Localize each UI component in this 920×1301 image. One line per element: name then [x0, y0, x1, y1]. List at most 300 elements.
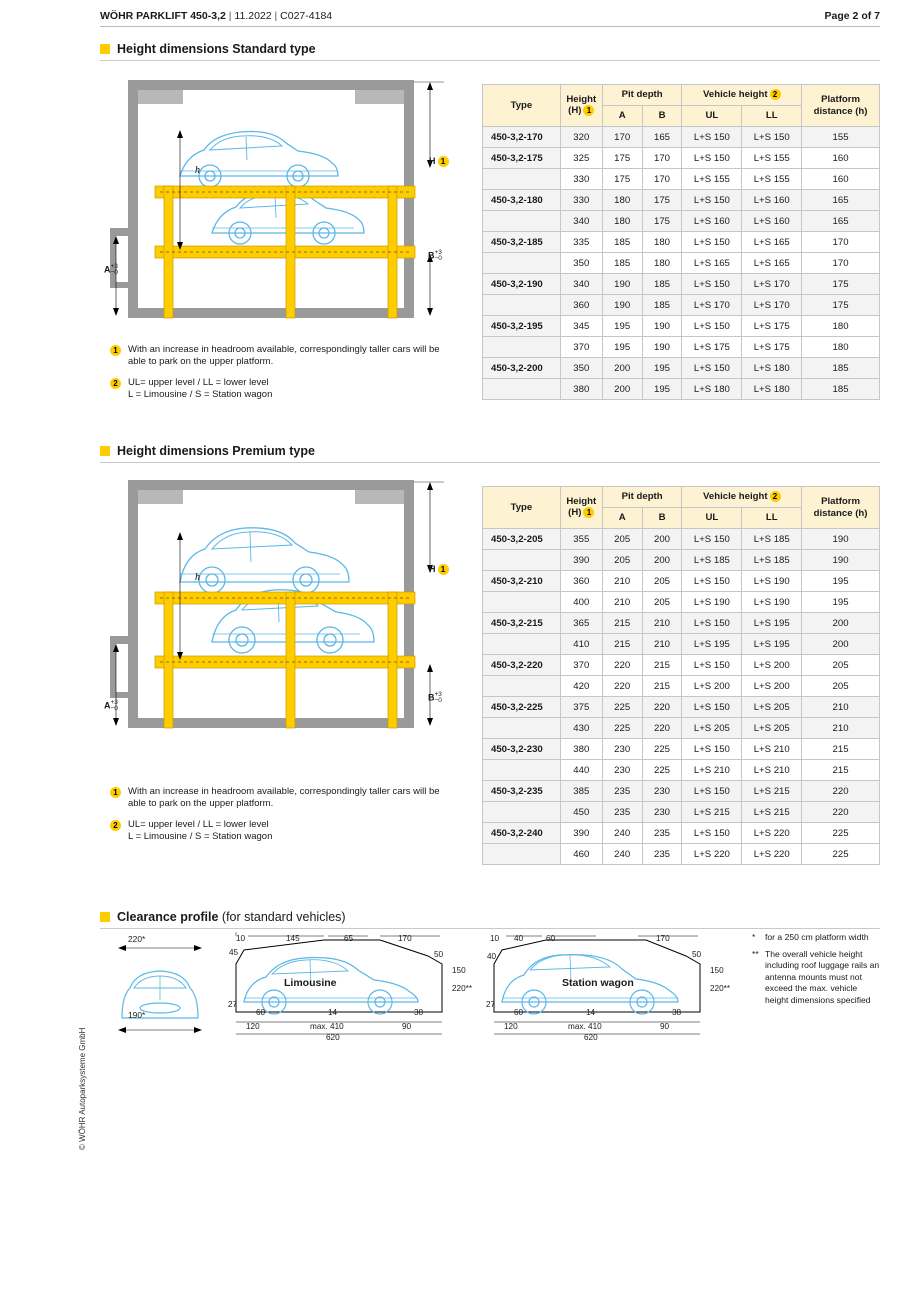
- cell-ul: L+S 170: [682, 295, 742, 316]
- svg-text:h: h: [195, 572, 200, 583]
- cell-height: 340: [560, 211, 602, 232]
- clearance-front-view: [100, 930, 220, 1050]
- cell-ul: L+S 150: [682, 781, 742, 802]
- cell-pit-a: 190: [602, 274, 642, 295]
- badge-2-icon: 2: [110, 378, 121, 389]
- cell-type: [483, 844, 561, 865]
- drawing-standard-label-A: A+3 −0: [104, 263, 118, 277]
- cell-ll: L+S 220: [742, 823, 802, 844]
- table-row: [483, 529, 880, 550]
- table-row: [483, 571, 880, 592]
- cell-pit-a: 185: [602, 253, 642, 274]
- cell-platform-distance: 225: [802, 823, 880, 844]
- footnote-1: [110, 786, 440, 810]
- cell-pit-b: 185: [642, 295, 682, 316]
- th-pit-a: A: [602, 508, 642, 529]
- cell-type: 450-3,2-220: [483, 655, 561, 676]
- cell-type: [483, 718, 561, 739]
- cell-pit-a: 185: [602, 232, 642, 253]
- sw-dim-38: 38: [672, 1008, 682, 1017]
- table-row: [483, 697, 880, 718]
- table-row: [483, 613, 880, 634]
- th-vehicle-height: Vehicle height 2: [682, 85, 802, 106]
- badge-1-icon: 1: [110, 345, 121, 356]
- cell-pit-a: 195: [602, 337, 642, 358]
- th-ul: UL: [682, 106, 742, 127]
- cell-ll: L+S 160: [742, 190, 802, 211]
- badge-2-icon: 2: [770, 89, 781, 100]
- sw-dim-620: 620: [584, 1033, 598, 1042]
- table-row: [483, 718, 880, 739]
- cell-type: [483, 550, 561, 571]
- section-title-premium-text: Height dimensions Premium type: [117, 444, 315, 458]
- table-row: [483, 127, 880, 148]
- cell-pit-a: 175: [602, 169, 642, 190]
- cell-ll: L+S 150: [742, 127, 802, 148]
- cell-pit-a: 225: [602, 697, 642, 718]
- cell-type: [483, 760, 561, 781]
- station-wagon-label: Station wagon: [562, 977, 634, 989]
- cell-pit-b: 215: [642, 676, 682, 697]
- cell-pit-a: 200: [602, 358, 642, 379]
- cell-pit-b: 175: [642, 190, 682, 211]
- cell-height: 380: [560, 739, 602, 760]
- svg-text:h: h: [195, 165, 200, 176]
- cell-ul: L+S 150: [682, 232, 742, 253]
- cell-pit-b: 195: [642, 358, 682, 379]
- bullet-square-icon: [100, 44, 110, 54]
- standard-dimensions-table: [482, 84, 880, 400]
- th-ll: LL: [742, 106, 802, 127]
- cell-type: [483, 634, 561, 655]
- sw-dim-40b: 40: [487, 952, 497, 961]
- cell-type: 450-3,2-170: [483, 127, 561, 148]
- th-type: Type: [483, 85, 561, 127]
- lim-dim-50: 50: [434, 950, 444, 959]
- front-dim-top: 220*: [128, 934, 146, 944]
- cell-platform-distance: 220: [802, 781, 880, 802]
- cell-type: [483, 379, 561, 400]
- header-sep-1: |: [228, 10, 232, 22]
- badge-1: 1: [438, 156, 449, 167]
- sw-dim-10: 10: [490, 934, 500, 943]
- footnote-1-text: With an increase in headroom available, correspondingly taller cars will be able to park on the upper platform.: [128, 344, 440, 368]
- cell-platform-distance: 185: [802, 358, 880, 379]
- table-row: [483, 316, 880, 337]
- sw-dim-120: 120: [504, 1022, 518, 1031]
- clearance-note-2: [752, 949, 882, 1007]
- cell-platform-distance: 200: [802, 634, 880, 655]
- table-row: [483, 592, 880, 613]
- cell-height: 420: [560, 676, 602, 697]
- th-vehicle-height: Vehicle height 2: [682, 487, 802, 508]
- badge-1: 1: [438, 564, 449, 575]
- clearance-note-2-mark: **: [752, 948, 759, 959]
- cell-type: 450-3,2-240: [483, 823, 561, 844]
- cell-pit-a: 180: [602, 190, 642, 211]
- lim-dim-10: 10: [236, 934, 246, 943]
- cell-height: 355: [560, 529, 602, 550]
- cell-pit-a: 180: [602, 211, 642, 232]
- cell-pit-b: 210: [642, 613, 682, 634]
- cell-ul: L+S 175: [682, 337, 742, 358]
- cell-ll: L+S 200: [742, 676, 802, 697]
- badge-1-icon: 1: [583, 105, 594, 116]
- cell-type: 450-3,2-205: [483, 529, 561, 550]
- th-pit-a: A: [602, 106, 642, 127]
- drawing-premium-type: [100, 470, 460, 750]
- cell-height: 360: [560, 571, 602, 592]
- cell-ll: L+S 195: [742, 634, 802, 655]
- badge-1-icon: 1: [583, 507, 594, 518]
- cell-ul: L+S 180: [682, 379, 742, 400]
- cell-pit-b: 175: [642, 211, 682, 232]
- table-row: [483, 169, 880, 190]
- cell-height: 360: [560, 295, 602, 316]
- cell-height: 320: [560, 127, 602, 148]
- cell-pit-b: 170: [642, 169, 682, 190]
- drawing-premium-label-H: H 1: [429, 564, 449, 575]
- cell-type: 450-3,2-185: [483, 232, 561, 253]
- sw-dim-14: 14: [586, 1008, 596, 1017]
- sw-dim-220: 220**: [710, 984, 731, 993]
- cell-ul: L+S 155: [682, 169, 742, 190]
- bullet-square-icon: [100, 446, 110, 456]
- cell-height: 330: [560, 190, 602, 211]
- lim-dim-60: 60: [256, 1008, 266, 1017]
- cell-ul: L+S 210: [682, 760, 742, 781]
- cell-pit-b: 205: [642, 571, 682, 592]
- th-platform-distance: Platform distance (h): [802, 487, 880, 529]
- cell-platform-distance: 185: [802, 379, 880, 400]
- clearance-station-wagon-view: [486, 930, 726, 1050]
- table-row: [483, 802, 880, 823]
- cell-pit-a: 230: [602, 739, 642, 760]
- lim-dim-65: 65: [344, 934, 354, 943]
- footnote-2-line1: UL= upper level / LL = lower level: [128, 819, 269, 831]
- cell-ul: L+S 205: [682, 718, 742, 739]
- table-row: [483, 358, 880, 379]
- cell-pit-a: 190: [602, 295, 642, 316]
- cell-ll: L+S 170: [742, 295, 802, 316]
- cell-pit-b: 225: [642, 739, 682, 760]
- cell-platform-distance: 190: [802, 529, 880, 550]
- cell-platform-distance: 160: [802, 148, 880, 169]
- cell-platform-distance: 195: [802, 571, 880, 592]
- cell-ll: L+S 160: [742, 211, 802, 232]
- cell-pit-b: 200: [642, 529, 682, 550]
- cell-ll: L+S 190: [742, 592, 802, 613]
- cell-pit-b: 195: [642, 379, 682, 400]
- cell-pit-b: 165: [642, 127, 682, 148]
- cell-ul: L+S 150: [682, 613, 742, 634]
- cell-ul: L+S 165: [682, 253, 742, 274]
- lim-dim-120: 120: [246, 1022, 260, 1031]
- cell-pit-a: 235: [602, 781, 642, 802]
- cell-ll: L+S 200: [742, 655, 802, 676]
- cell-ll: L+S 185: [742, 529, 802, 550]
- cell-pit-b: 230: [642, 802, 682, 823]
- th-platform-distance: Platform distance (h): [802, 85, 880, 127]
- cell-ul: L+S 150: [682, 316, 742, 337]
- cell-platform-distance: 160: [802, 169, 880, 190]
- cell-pit-a: 205: [602, 550, 642, 571]
- cell-ll: L+S 170: [742, 274, 802, 295]
- header-title-block: [100, 10, 332, 22]
- table-row: [483, 676, 880, 697]
- cell-height: 340: [560, 274, 602, 295]
- footnote-2-line1: UL= upper level / LL = lower level: [128, 377, 269, 389]
- cell-platform-distance: 195: [802, 592, 880, 613]
- th-ul: UL: [682, 508, 742, 529]
- lim-dim-38: 38: [414, 1008, 424, 1017]
- footnotes-premium: [110, 786, 440, 853]
- cell-ul: L+S 200: [682, 676, 742, 697]
- cell-ll: L+S 165: [742, 232, 802, 253]
- cell-platform-distance: 165: [802, 211, 880, 232]
- bullet-square-icon: [100, 912, 110, 922]
- cell-ul: L+S 150: [682, 697, 742, 718]
- th-pit-b: B: [642, 106, 682, 127]
- cell-pit-a: 240: [602, 823, 642, 844]
- lim-dim-220: 220**: [452, 984, 473, 993]
- lim-dim-27: 27: [228, 1000, 238, 1009]
- cell-pit-b: 185: [642, 274, 682, 295]
- cell-platform-distance: 175: [802, 295, 880, 316]
- cell-height: 385: [560, 781, 602, 802]
- cell-pit-b: 170: [642, 148, 682, 169]
- cell-pit-b: 180: [642, 253, 682, 274]
- cell-ll: L+S 215: [742, 802, 802, 823]
- cell-height: 335: [560, 232, 602, 253]
- cell-pit-a: 210: [602, 571, 642, 592]
- cell-height: 430: [560, 718, 602, 739]
- table-row: [483, 274, 880, 295]
- cell-type: [483, 592, 561, 613]
- cell-height: 375: [560, 697, 602, 718]
- lim-dim-max: max. 410: [310, 1022, 344, 1031]
- cell-pit-b: 235: [642, 844, 682, 865]
- cell-ll: L+S 175: [742, 337, 802, 358]
- cell-ul: L+S 150: [682, 148, 742, 169]
- clearance-note-1: [752, 932, 882, 944]
- cell-pit-b: 190: [642, 337, 682, 358]
- cell-ul: L+S 150: [682, 739, 742, 760]
- cell-height: 440: [560, 760, 602, 781]
- cell-platform-distance: 210: [802, 697, 880, 718]
- cell-height: 330: [560, 169, 602, 190]
- cell-pit-b: 220: [642, 718, 682, 739]
- footnote-2-line2: L = Limousine / S = Station wagon: [128, 831, 273, 843]
- sw-dim-40: 40: [514, 934, 524, 943]
- cell-ul: L+S 150: [682, 529, 742, 550]
- th-pit-depth: Pit depth: [602, 487, 682, 508]
- cell-ll: L+S 210: [742, 760, 802, 781]
- cell-type: [483, 169, 561, 190]
- lim-dim-145: 145: [286, 934, 300, 943]
- table-header-row: [483, 85, 880, 106]
- sw-dim-max: max. 410: [568, 1022, 602, 1031]
- cell-type: [483, 676, 561, 697]
- table-row: [483, 655, 880, 676]
- footnote-2: [110, 377, 440, 401]
- cell-ll: L+S 180: [742, 358, 802, 379]
- cell-height: 350: [560, 253, 602, 274]
- drawing-standard-type: [100, 68, 460, 343]
- limousine-label: Limousine: [284, 977, 337, 989]
- cell-pit-a: 215: [602, 634, 642, 655]
- cell-pit-a: 230: [602, 760, 642, 781]
- header-title: WÖHR PARKLIFT 450-3,2: [100, 10, 226, 22]
- th-ll: LL: [742, 508, 802, 529]
- premium-dimensions-table: [482, 486, 880, 865]
- cell-ll: L+S 165: [742, 253, 802, 274]
- cell-platform-distance: 180: [802, 337, 880, 358]
- sw-dim-60: 60: [546, 934, 556, 943]
- cell-height: 400: [560, 592, 602, 613]
- sw-dim-60b: 60: [514, 1008, 524, 1017]
- cell-platform-distance: 220: [802, 802, 880, 823]
- cell-type: [483, 295, 561, 316]
- th-type: Type: [483, 487, 561, 529]
- table-row: [483, 379, 880, 400]
- cell-type: 450-3,2-210: [483, 571, 561, 592]
- sw-dim-50: 50: [692, 950, 702, 959]
- table-row: [483, 760, 880, 781]
- lim-dim-150: 150: [452, 966, 466, 975]
- cell-height: 380: [560, 379, 602, 400]
- footnote-2: [110, 819, 440, 843]
- table-row: [483, 148, 880, 169]
- table-row: [483, 337, 880, 358]
- th-pit-depth: Pit depth: [602, 85, 682, 106]
- table-row: [483, 634, 880, 655]
- header-date: 11.2022: [234, 10, 272, 22]
- footnote-2-line2: L = Limousine / S = Station wagon: [128, 389, 273, 401]
- cell-height: 365: [560, 613, 602, 634]
- table-header-row: [483, 487, 880, 508]
- cell-ul: L+S 150: [682, 823, 742, 844]
- cell-platform-distance: 215: [802, 739, 880, 760]
- sw-dim-170: 170: [656, 934, 670, 943]
- cell-platform-distance: 170: [802, 232, 880, 253]
- th-pit-b: B: [642, 508, 682, 529]
- cell-height: 390: [560, 550, 602, 571]
- cell-ll: L+S 215: [742, 781, 802, 802]
- cell-ll: L+S 205: [742, 718, 802, 739]
- cell-pit-b: 225: [642, 760, 682, 781]
- cell-ll: L+S 190: [742, 571, 802, 592]
- cell-platform-distance: 175: [802, 274, 880, 295]
- copyright-text: © WÖHR Autoparksysteme GmbH: [78, 1027, 87, 1150]
- cell-ll: L+S 180: [742, 379, 802, 400]
- cell-platform-distance: 205: [802, 676, 880, 697]
- cell-height: 325: [560, 148, 602, 169]
- cell-pit-a: 170: [602, 127, 642, 148]
- cell-platform-distance: 165: [802, 190, 880, 211]
- clearance-limousine-view: [228, 930, 468, 1050]
- page-number: Page 2 of 7: [824, 10, 880, 22]
- cell-height: 345: [560, 316, 602, 337]
- cell-pit-a: 195: [602, 316, 642, 337]
- drawing-premium-label-A: A+3 −0: [104, 699, 118, 713]
- cell-pit-a: 175: [602, 148, 642, 169]
- cell-platform-distance: 215: [802, 760, 880, 781]
- lim-dim-14: 14: [328, 1008, 338, 1017]
- section-title-clearance-text: Clearance profile (for standard vehicles): [117, 910, 346, 924]
- cell-ul: L+S 150: [682, 571, 742, 592]
- cell-type: [483, 337, 561, 358]
- cell-pit-a: 205: [602, 529, 642, 550]
- clearance-notes: [752, 932, 882, 1007]
- cell-pit-b: 210: [642, 634, 682, 655]
- lim-dim-90: 90: [402, 1022, 412, 1031]
- cell-pit-a: 220: [602, 676, 642, 697]
- section-subtitle-clearance: (for standard vehicles): [221, 910, 346, 924]
- cell-type: 450-3,2-180: [483, 190, 561, 211]
- cell-type: 450-3,2-235: [483, 781, 561, 802]
- cell-pit-b: 235: [642, 823, 682, 844]
- cell-ul: L+S 215: [682, 802, 742, 823]
- drawing-standard-label-B: B+3 −0: [428, 249, 442, 263]
- lim-dim-620: 620: [326, 1033, 340, 1042]
- table-row: [483, 550, 880, 571]
- cell-pit-b: 200: [642, 550, 682, 571]
- footnote-1-text: With an increase in headroom available, correspondingly taller cars will be able to park on the upper platform.: [128, 786, 440, 810]
- section-title-clearance: [100, 910, 880, 929]
- cell-ll: L+S 195: [742, 613, 802, 634]
- clearance-note-2-text: The overall vehicle height including roof luggage rails an antenna mounts must not exceed the max. vehicle height dimensions specified: [765, 948, 880, 1005]
- cell-ul: L+S 150: [682, 127, 742, 148]
- table-row: [483, 823, 880, 844]
- cell-type: 450-3,2-225: [483, 697, 561, 718]
- clearance-note-1-mark: *: [752, 932, 756, 942]
- cell-ul: L+S 150: [682, 274, 742, 295]
- sw-dim-27: 27: [486, 1000, 496, 1009]
- table-row: [483, 253, 880, 274]
- cell-ll: L+S 205: [742, 697, 802, 718]
- cell-platform-distance: 205: [802, 655, 880, 676]
- lim-dim-170: 170: [398, 934, 412, 943]
- table-row: [483, 232, 880, 253]
- cell-type: [483, 802, 561, 823]
- cell-height: 450: [560, 802, 602, 823]
- cell-platform-distance: 170: [802, 253, 880, 274]
- cell-platform-distance: 180: [802, 316, 880, 337]
- table-row: [483, 295, 880, 316]
- badge-2-icon: 2: [770, 491, 781, 502]
- drawing-standard-label-H: H 1: [429, 156, 449, 167]
- sw-dim-150: 150: [710, 966, 724, 975]
- cell-pit-a: 225: [602, 718, 642, 739]
- section-title-standard: [100, 42, 880, 61]
- th-height: Height (H) 1: [560, 487, 602, 529]
- cell-pit-b: 230: [642, 781, 682, 802]
- cell-height: 350: [560, 358, 602, 379]
- page-header: [100, 10, 880, 27]
- cell-pit-b: 180: [642, 232, 682, 253]
- cell-type: 450-3,2-230: [483, 739, 561, 760]
- cell-platform-distance: 210: [802, 718, 880, 739]
- cell-pit-a: 235: [602, 802, 642, 823]
- cell-ul: L+S 150: [682, 358, 742, 379]
- cell-height: 390: [560, 823, 602, 844]
- cell-ll: L+S 185: [742, 550, 802, 571]
- cell-pit-a: 210: [602, 592, 642, 613]
- badge-1-icon: 1: [110, 787, 121, 798]
- cell-type: 450-3,2-195: [483, 316, 561, 337]
- cell-ll: L+S 155: [742, 169, 802, 190]
